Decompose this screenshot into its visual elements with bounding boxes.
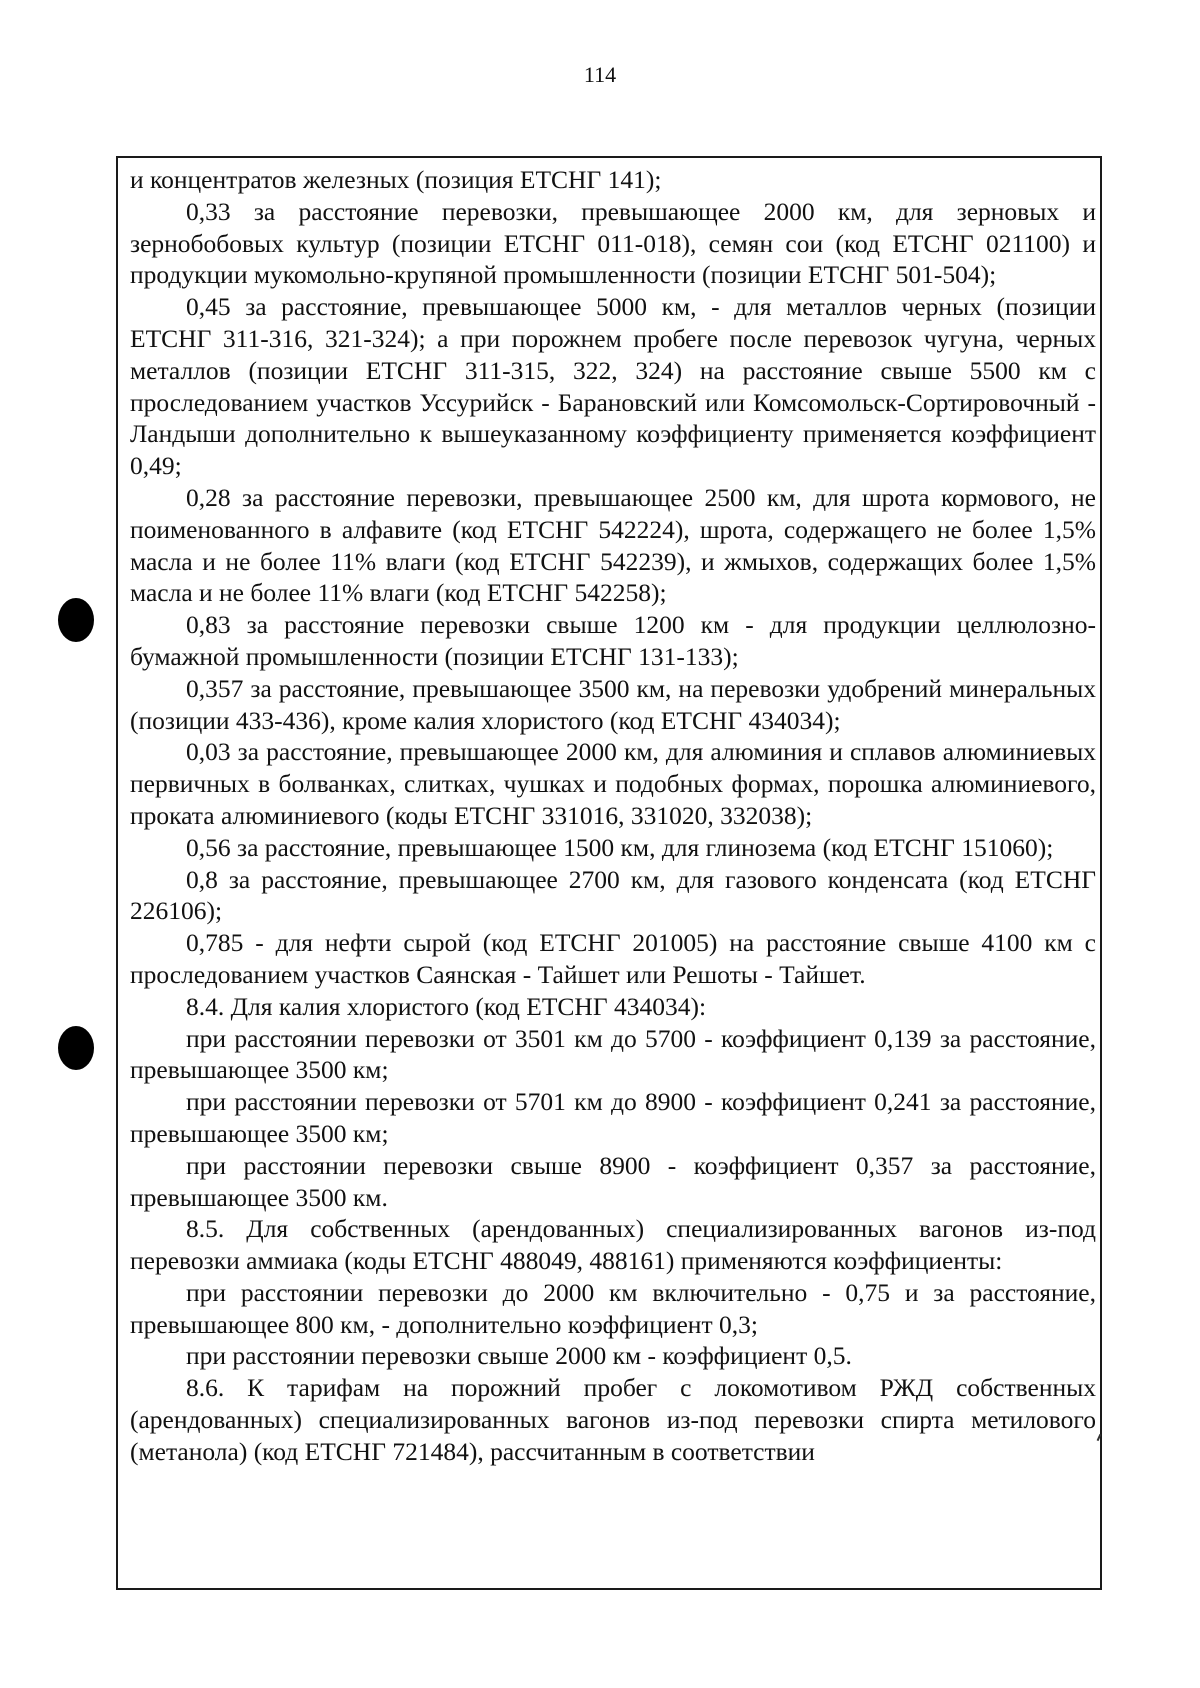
paragraph: при расстоянии перевозки свыше 8900 - коэффициент 0,357 за расстояние, превышающее 3500 км. xyxy=(130,1150,1096,1212)
paragraph: 0,357 за расстояние, превышающее 3500 км, на перевозки удобрений минеральных (позиции 433-436), кроме калия хлористого (код ЕТСНГ 434034); xyxy=(130,673,1096,735)
punch-hole xyxy=(58,598,94,642)
paragraph: 8.4. Для калия хлористого (код ЕТСНГ 434034): xyxy=(186,991,707,1021)
paragraph: 8.5. Для собственных (арендованных) специализированных вагонов из-под перевозки аммиака (коды ЕТСНГ 488049, 488161) применяются коэффициенты: xyxy=(130,1214,1096,1276)
punch-hole xyxy=(58,1026,94,1070)
page-number: 114 xyxy=(583,62,617,87)
paragraph: 0,785 - для нефти сырой (код ЕТСНГ 201005) на расстояние свыше 4100 км с проследованием участков Саянская - Тайшет или Решоты - Тайшет. xyxy=(130,928,1096,989)
paragraph: 0,45 за расстояние, превышающее 5000 км, - для металлов черных (позиции ЕТСНГ 311-316, 321-324); а при порожнем пробеге после перевозок чугуна, черных металлов (позиции ЕТСНГ 311-315, 322, 324) на расстояние свыше 5500 км с проследованием участков Уссурийск - Барановский или Комсомольск-Сортировочный - Ландыши дополнительно к вышеуказанному коэффициенту применяется коэффициент 0,49; xyxy=(130,292,1096,481)
paragraph: при расстоянии перевозки от 5701 км до 8900 - коэффициент 0,241 за расстояние, превышающее 3500 км; xyxy=(130,1087,1096,1148)
paragraph: 0,33 за расстояние перевозки, превышающее 2000 км, для зерновых и зернобобовых культур (позиции ЕТСНГ 011-018), семян сои (код ЕТСНГ 021100) и продукции мукомольно-крупяной промышленности (позиции ЕТСНГ 501-504); xyxy=(130,196,1096,290)
paragraph: 0,28 за расстояние перевозки, превышающее 2500 км, для шрота кормового, не поименованного в алфавите (код ЕТСНГ 542224), шрота, содержащего не более 1,5% масла и не более 11% влаги (код ЕТСНГ 542239), и жмыхов, содержащих более 1,5% масла и не более 11% влаги (код ЕТСНГ 542258); xyxy=(130,482,1096,608)
paragraph: при расстоянии перевозки свыше 2000 км - коэффициент 0,5. xyxy=(186,1341,852,1371)
paragraph: 8.6. К тарифам на порожний пробег с локомотивом РЖД собственных (арендованных) специализированных вагонов из-под перевозки спирта метилового (метанола) (код ЕТСНГ 721484), рассчитанным в соответствии xyxy=(130,1373,1096,1466)
document-body xyxy=(130,164,1096,1468)
paragraph: 0,8 за расстояние, превышающее 2700 км, для газового конденсата (код ЕТСНГ 226106); xyxy=(130,864,1096,926)
paragraph: 0,83 за расстояние перевозки свыше 1200 км - для продукции целлюлозно-бумажной промышленности (позиции ЕТСНГ 131-133); xyxy=(130,610,1096,671)
paragraph: 0,03 за расстояние, превышающее 2000 км, для алюминия и сплавов алюминиевых первичных в болванках, слитках, чушках и подобных формах, порошка алюминиевого, проката алюминиевого (коды ЕТСНГ 331016, 331020, 332038); xyxy=(130,737,1096,830)
paragraph: при расстоянии перевозки до 2000 км включительно - 0,75 и за расстояние, превышающее 800 км, - дополнительно коэффициент 0,3; xyxy=(130,1277,1096,1339)
paragraph: при расстоянии перевозки от 3501 км до 5700 - коэффициент 0,139 за расстояние, превышающее 3500 км; xyxy=(130,1023,1096,1085)
paragraph: 0,56 за расстояние, превышающее 1500 км, для глинозема (код ЕТСНГ 151060); xyxy=(186,832,1054,862)
paragraph: и концентратов железных (позиция ЕТСНГ 141); xyxy=(130,165,662,194)
